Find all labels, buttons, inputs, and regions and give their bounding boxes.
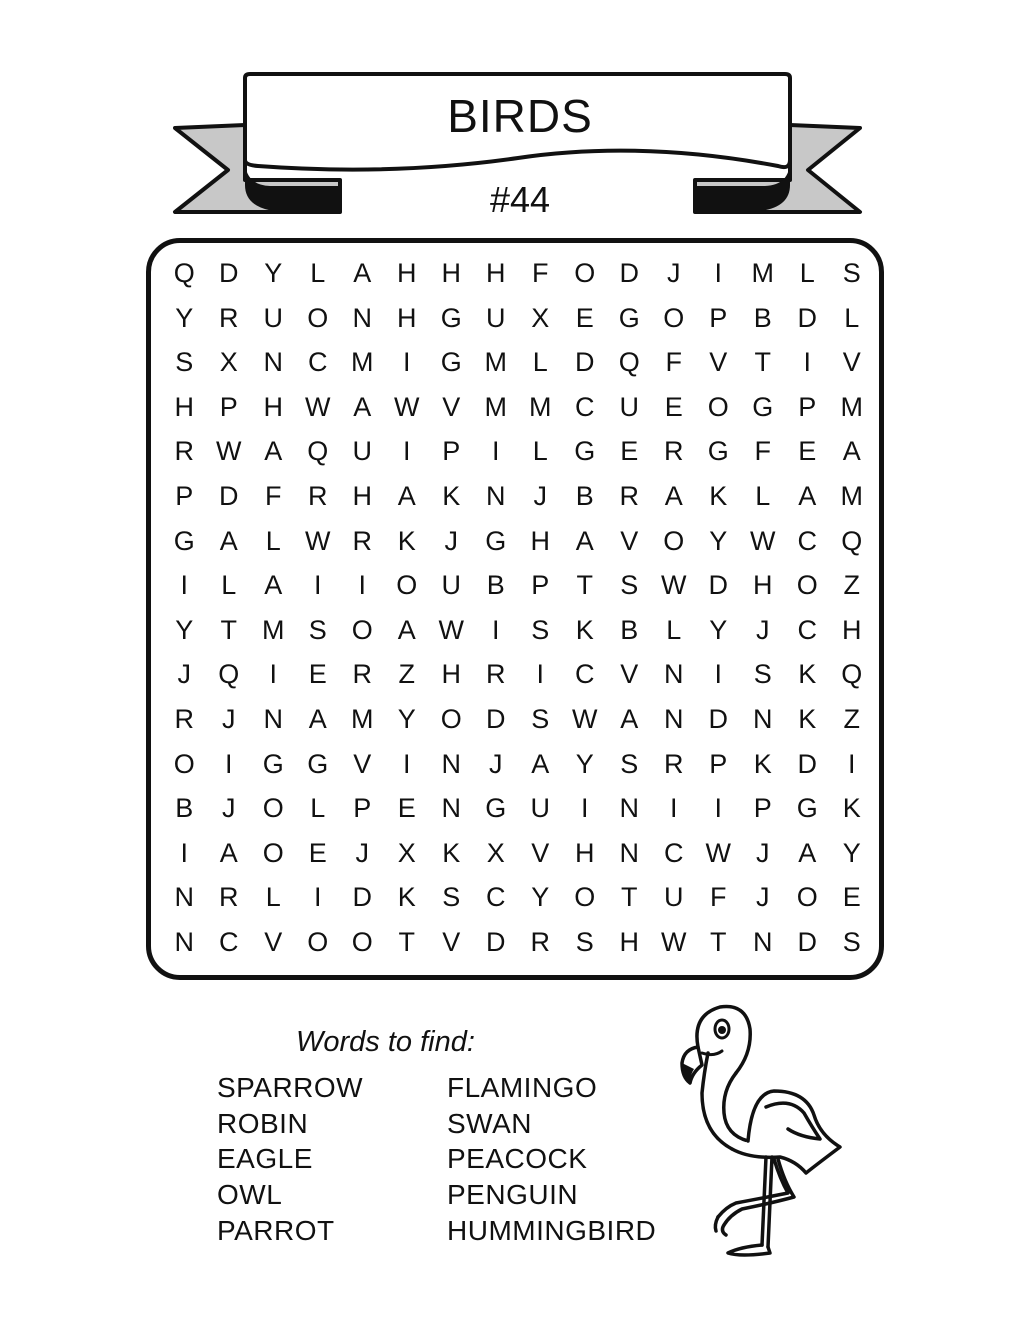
grid-cell: D (575, 347, 595, 378)
grid-cell: P (353, 793, 372, 824)
grid-cell: H (352, 480, 372, 511)
grid-cell: A (219, 525, 238, 556)
grid-cell: V (620, 525, 639, 556)
grid-cell: F (265, 480, 282, 511)
grid-cell: B (620, 614, 639, 645)
grid-cell: N (619, 837, 639, 868)
grid-cell: N (619, 793, 639, 824)
flamingo-leg (762, 1157, 766, 1245)
grid-cell: G (485, 525, 507, 556)
grid-cell: D (219, 480, 239, 511)
grid-cell: O (574, 882, 596, 913)
grid-cell: G (262, 748, 284, 779)
grid-cell: W (305, 391, 331, 422)
grid-cell: A (353, 391, 372, 422)
grid-cell: A (531, 748, 550, 779)
grid-cell: C (486, 882, 506, 913)
grid-cell: Y (397, 703, 416, 734)
grid-cell: F (710, 882, 727, 913)
grid-cell: L (265, 525, 281, 556)
grid-cell: M (840, 391, 863, 422)
grid-cell: J (222, 793, 236, 824)
grid-cell: N (441, 793, 461, 824)
grid-cell: O (440, 703, 462, 734)
grid-cell: R (352, 525, 372, 556)
grid-cell: S (575, 926, 594, 957)
grid-cell: S (842, 926, 861, 957)
grid-cell: E (842, 882, 861, 913)
grid-cell: L (755, 480, 771, 511)
grid-cell: G (307, 748, 329, 779)
grid-cell: L (265, 882, 281, 913)
grid-cell: C (308, 347, 328, 378)
grid-cell: G (574, 436, 596, 467)
grid-cell: N (174, 926, 194, 957)
grid-cell: N (441, 748, 461, 779)
grid-cell: O (262, 793, 284, 824)
grid-cell: N (174, 882, 194, 913)
grid-cell: A (264, 436, 283, 467)
grid-cell: L (310, 258, 326, 288)
grid-cell: S (842, 258, 861, 288)
grid-cell: Q (618, 347, 640, 378)
grid-cell: G (618, 302, 640, 333)
grid-cell: N (664, 659, 684, 690)
grid-cell: F (532, 258, 549, 288)
grid-cell: J (756, 882, 770, 913)
grid-cell: D (352, 882, 372, 913)
grid-cell: U (664, 882, 684, 913)
grid-cell: Y (264, 258, 283, 288)
grid-cell: J (533, 480, 547, 511)
grid-cell: R (619, 480, 639, 511)
grid-cell: T (621, 882, 638, 913)
grid-cell: F (665, 347, 682, 378)
grid-cell: G (440, 347, 462, 378)
grid-cell: I (669, 793, 678, 824)
grid-cell: K (753, 748, 772, 779)
grid-cell: U (441, 570, 461, 601)
grid-cell: N (486, 480, 506, 511)
puzzle-number: #44 (489, 179, 551, 220)
grid-cell: P (442, 436, 461, 467)
grid-cell: V (709, 347, 728, 378)
word-item: ROBIN (217, 1107, 309, 1139)
grid-cell: U (263, 302, 283, 333)
grid-cell: W (705, 837, 731, 868)
grid-cell: H (530, 525, 550, 556)
grid-cell: H (174, 391, 194, 422)
grid-cell: C (797, 525, 817, 556)
grid-cell: D (797, 748, 817, 779)
grid-cell: S (620, 748, 639, 779)
word-item: HUMMINGBIRD (447, 1214, 657, 1246)
grid-cell: K (397, 882, 416, 913)
grid-cell: W (438, 614, 464, 645)
grid-cell: I (847, 748, 856, 779)
grid-cell: A (308, 703, 327, 734)
grid-cell: L (532, 347, 548, 378)
grid-cell: P (709, 748, 728, 779)
grid-cell: S (753, 659, 772, 690)
grid-cell: I (358, 570, 366, 601)
grid-cell: I (224, 748, 233, 779)
grid-cell: I (536, 659, 544, 690)
grid-cell: D (219, 258, 239, 288)
grid-cell: O (796, 882, 818, 913)
grid-cell: O (262, 837, 284, 868)
grid-cell: V (442, 391, 461, 422)
grid-cell: O (307, 302, 329, 333)
grid-cell: D (486, 703, 506, 734)
grid-cell: O (574, 258, 596, 288)
grid-cell: Z (398, 659, 415, 690)
word-list-column-2 (447, 1070, 656, 1249)
grid-cell: Y (575, 748, 594, 779)
grid-cell: Z (843, 570, 860, 601)
grid-cell: I (714, 258, 722, 288)
grid-cell: R (486, 659, 506, 690)
grid-cell: S (308, 614, 327, 645)
grid-cell: Q (218, 659, 240, 690)
grid-cell: P (798, 391, 817, 422)
grid-cell: X (531, 302, 550, 333)
grid-cell: N (352, 302, 372, 333)
grid-cell: W (572, 703, 598, 734)
word-list-column-1 (217, 1070, 363, 1249)
grid-cell: K (798, 659, 817, 690)
page-title: BIRDS (447, 90, 593, 142)
grid-cell: P (753, 793, 772, 824)
grid-cell: J (756, 614, 770, 645)
grid-cell: A (219, 837, 238, 868)
grid-cell: W (305, 525, 331, 556)
grid-cell: K (442, 837, 461, 868)
grid-cell: M (351, 347, 374, 378)
grid-cell: A (575, 525, 594, 556)
grid-cell: T (754, 347, 771, 378)
grid-cell: R (219, 882, 239, 913)
grid-cell: I (402, 748, 411, 779)
grid-cell: E (620, 436, 639, 467)
grid-cell: M (529, 391, 552, 422)
grid-cell: R (352, 659, 372, 690)
grid-cell: V (531, 837, 550, 868)
grid-cell: R (219, 302, 239, 333)
grid-cell: B (175, 793, 194, 824)
grid-cell: G (485, 793, 507, 824)
grid-cell: S (442, 882, 461, 913)
grid-cell: I (714, 793, 722, 824)
grid-cell: I (491, 614, 500, 645)
grid-cell: B (575, 480, 594, 511)
grid-cell: Q (841, 659, 863, 690)
grid-cell: V (442, 926, 461, 957)
banner-right-curl (695, 160, 790, 212)
grid-cell: G (796, 793, 818, 824)
grid-cell: G (173, 525, 195, 556)
grid-cell: Q (173, 258, 195, 288)
grid-cell: J (177, 659, 191, 690)
grid-cell: O (707, 391, 729, 422)
grid-cell: A (798, 480, 817, 511)
grid-cell: H (619, 926, 639, 957)
grid-cell: I (313, 570, 322, 601)
grid-cell: R (174, 703, 194, 734)
grid-cell: I (402, 436, 411, 467)
grid-cell: S (531, 703, 550, 734)
grid-cell: Y (175, 302, 194, 333)
grid-cell: H (753, 570, 773, 601)
grid-cell: R (308, 480, 328, 511)
grid-cell: A (664, 480, 683, 511)
grid-cell: A (842, 436, 861, 467)
grid-cell: D (797, 302, 817, 333)
grid-cell: A (353, 258, 372, 288)
grid-cell: E (798, 436, 817, 467)
grid-cell: L (844, 302, 860, 333)
grid-cell: M (484, 391, 507, 422)
grid-cell: H (263, 391, 283, 422)
grid-cell: B (753, 302, 772, 333)
grid-cell: T (398, 926, 415, 957)
grid-cell: N (664, 703, 684, 734)
grid-cell: Y (175, 614, 194, 645)
grid-cell: I (313, 882, 322, 913)
grid-cell: R (174, 436, 194, 467)
grid-cell: H (486, 258, 506, 288)
grid-cell: I (269, 659, 277, 690)
grid-cell: G (707, 436, 729, 467)
grid-cell: O (173, 748, 195, 779)
word-item: PEACOCK (447, 1143, 588, 1175)
grid-cell: J (222, 703, 236, 734)
grid-cell: W (661, 926, 687, 957)
grid-cell: O (663, 302, 685, 333)
grid-cell: A (397, 614, 416, 645)
grid-cell: K (842, 793, 861, 824)
grid-cell: C (219, 926, 239, 957)
grid-cell: D (486, 926, 506, 957)
grid-cell: M (751, 258, 774, 288)
word-item: SPARROW (217, 1072, 364, 1103)
grid-cell: S (175, 347, 194, 378)
grid-cell: U (486, 302, 506, 333)
grid-cell: V (353, 748, 372, 779)
grid-cell: I (714, 659, 722, 690)
grid-cell: I (402, 347, 411, 378)
grid-cell: K (575, 614, 594, 645)
grid-cell: S (620, 570, 639, 601)
grid-cell: N (753, 703, 773, 734)
grid-cell: Q (841, 525, 863, 556)
grid-cell: X (219, 347, 238, 378)
grid-cell: V (842, 347, 861, 378)
grid-cell: M (840, 480, 863, 511)
grid-cell: H (441, 258, 461, 288)
grid-cell: K (397, 525, 416, 556)
grid-cell: E (397, 793, 416, 824)
grid-cell: I (180, 570, 188, 601)
grid-cell: D (708, 570, 728, 601)
grid-cell: M (351, 703, 374, 734)
grid-cell: T (710, 926, 727, 957)
grid-cell: L (310, 793, 326, 824)
grid-cell: J (756, 837, 770, 868)
grid-cell: K (798, 703, 817, 734)
grid-cell: Y (842, 837, 861, 868)
grid-cell: K (442, 480, 461, 511)
grid-cell: P (709, 302, 728, 333)
word-item: FLAMINGO (447, 1072, 598, 1103)
grid-cell: U (352, 436, 372, 467)
grid-cell: N (753, 926, 773, 957)
word-item: OWL (217, 1179, 283, 1211)
grid-cell: P (219, 391, 238, 422)
grid-cell: H (575, 837, 595, 868)
word-item: SWAN (447, 1107, 532, 1139)
grid-cell: W (394, 391, 420, 422)
grid-cell: L (221, 570, 237, 601)
grid-cell: E (664, 391, 683, 422)
grid-cell: U (619, 391, 639, 422)
grid-cell: P (531, 570, 550, 601)
grid-cell: I (580, 793, 589, 824)
grid-cell: R (530, 926, 550, 957)
grid-cell: W (661, 570, 687, 601)
grid-cell: N (263, 347, 283, 378)
grid-cell: J (355, 837, 369, 868)
grid-cell: Y (531, 882, 550, 913)
grid-cell: C (575, 659, 595, 690)
grid-cell: Y (709, 614, 728, 645)
grid-cell: O (663, 525, 685, 556)
grid-cell: T (576, 570, 593, 601)
grid-cell: P (175, 480, 194, 511)
grid-cell: G (440, 302, 462, 333)
grid-cell: X (486, 837, 505, 868)
grid-cell: I (803, 347, 811, 378)
grid-cell: O (796, 570, 818, 601)
flamingo-neck (724, 1073, 748, 1141)
grid-cell: E (308, 659, 327, 690)
grid-cell: C (797, 614, 817, 645)
grid-cell: A (798, 837, 817, 868)
grid-cell: Y (709, 525, 728, 556)
flamingo-foot (728, 1245, 770, 1255)
grid-cell: J (444, 525, 458, 556)
grid-cell: H (397, 258, 417, 288)
grid-cell: W (750, 525, 776, 556)
words-to-find-heading: Words to find: (296, 1026, 475, 1058)
grid-cell: F (754, 436, 771, 467)
grid-cell: A (397, 480, 416, 511)
grid-cell: N (263, 703, 283, 734)
grid-cell: E (308, 837, 327, 868)
grid-cell: I (180, 837, 188, 868)
grid-cell: O (307, 926, 329, 957)
grid-cell: T (220, 614, 237, 645)
word-item: PARROT (217, 1214, 335, 1246)
grid-cell: C (575, 391, 595, 422)
grid-cell: O (396, 570, 418, 601)
grid-cell: C (664, 837, 684, 868)
grid-cell: G (752, 391, 774, 422)
grid-cell: O (351, 614, 373, 645)
grid-cell: M (484, 347, 507, 378)
grid-cell: V (264, 926, 283, 957)
letter-grid (162, 251, 874, 965)
grid-cell: K (709, 480, 728, 511)
grid-cell: A (264, 570, 283, 601)
word-item: PENGUIN (447, 1179, 579, 1211)
grid-cell: X (397, 837, 416, 868)
grid-cell: R (664, 436, 684, 467)
flamingo-icon (670, 995, 860, 1280)
grid-cell: B (486, 570, 505, 601)
grid-cell: R (664, 748, 684, 779)
grid-cell: A (620, 703, 639, 734)
grid-cell: D (797, 926, 817, 957)
grid-cell: O (351, 926, 373, 957)
grid-cell: Z (843, 703, 860, 734)
grid-cell: D (708, 703, 728, 734)
grid-cell: J (489, 748, 503, 779)
grid-cell: U (530, 793, 550, 824)
grid-cell: L (799, 258, 815, 288)
grid-cell: W (216, 436, 242, 467)
grid-cell: L (532, 436, 548, 467)
word-item: EAGLE (217, 1143, 313, 1175)
grid-cell: E (575, 302, 594, 333)
grid-cell: J (667, 258, 681, 288)
grid-cell: S (531, 614, 550, 645)
grid-cell: M (262, 614, 285, 645)
grid-cell: L (666, 614, 682, 645)
grid-cell: H (441, 659, 461, 690)
grid-cell: Q (307, 436, 329, 467)
grid-cell: H (397, 302, 417, 333)
grid-cell: I (491, 436, 500, 467)
grid-cell: V (620, 659, 639, 690)
grid-cell: D (619, 258, 639, 288)
grid-cell: H (842, 614, 862, 645)
